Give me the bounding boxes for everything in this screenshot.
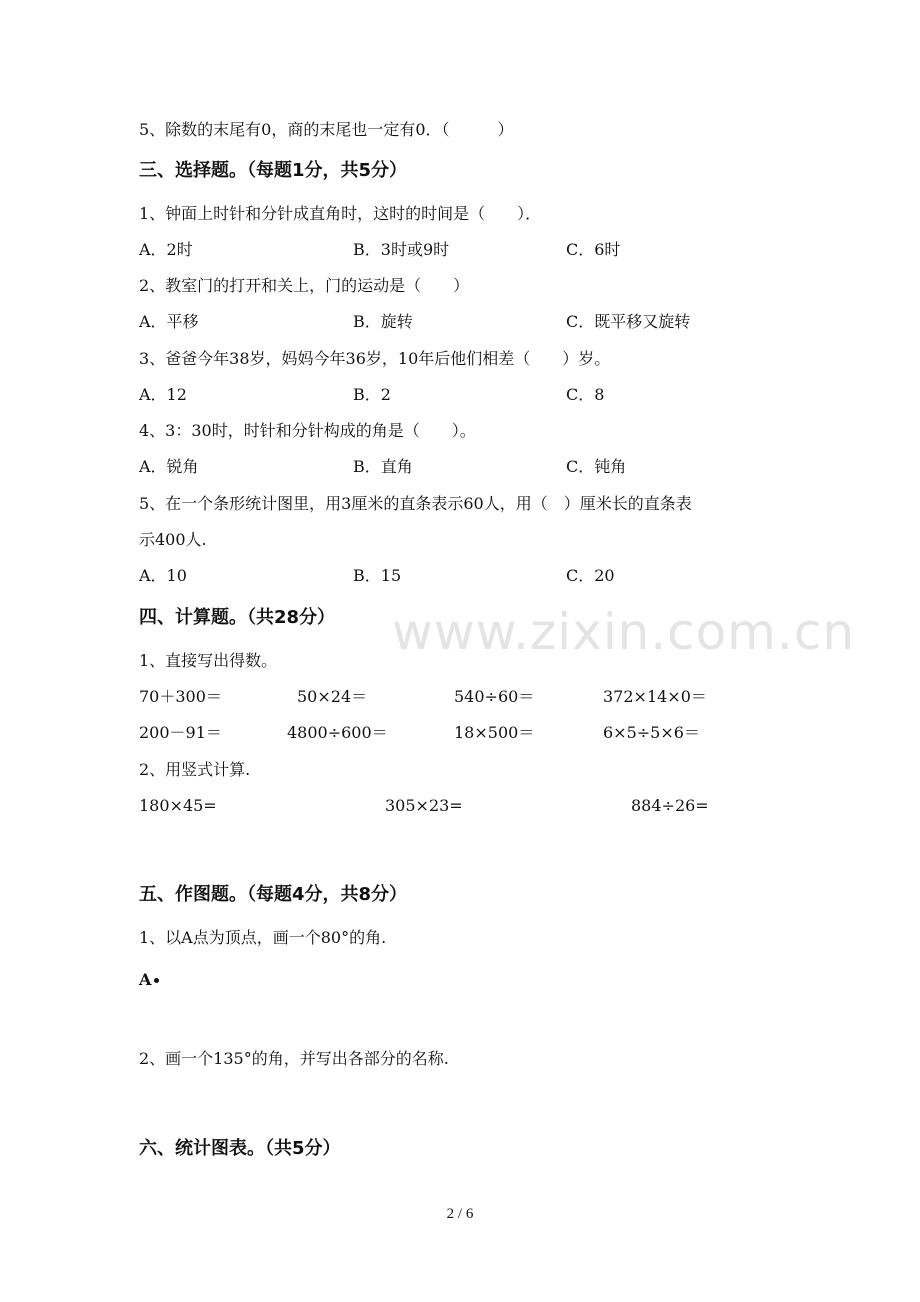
option-b: B．15 — [353, 566, 402, 585]
page-number: 2 / 6 — [446, 1206, 474, 1222]
question-text-continued: 示400人. — [139, 530, 207, 549]
question-text: 3、爸爸今年38岁，妈妈今年36岁，10年后他们相差（ ）岁。 — [139, 349, 611, 368]
option-c: C．6时 — [566, 240, 621, 259]
point-label: A — [139, 970, 152, 989]
calc-item: 200－91＝ — [139, 723, 222, 742]
question-text: 2、用竖式计算. — [139, 760, 251, 779]
question-text: 2、画一个135°的角，并写出各部分的名称. — [139, 1049, 449, 1068]
option-b: B．旋转 — [353, 312, 413, 331]
section-title: 三、选择题。（每题1分，共5分） — [139, 160, 408, 181]
calc-item: 4800÷600＝ — [287, 723, 388, 742]
option-c: C．钝角 — [566, 457, 627, 476]
option-a: A．10 — [139, 566, 187, 585]
question-text: 5、除数的末尾有0，商的末尾也一定有0．（ ） — [139, 120, 514, 139]
calc-item: 540÷60＝ — [454, 687, 535, 706]
point-a — [139, 970, 159, 990]
question-text: 1、以A点为顶点，画一个80°的角. — [139, 928, 387, 947]
calc-item: 180×45= — [139, 796, 217, 815]
option-b: B．2 — [353, 385, 391, 404]
question-text: 2、教室门的打开和关上，门的运动是（ ） — [139, 276, 470, 295]
calc-item: 18×500＝ — [454, 723, 535, 742]
calc-item: 372×14×0＝ — [603, 687, 707, 706]
question-text: 1、钟面上时针和分针成直角时，这时的时间是（ ）． — [139, 204, 542, 223]
option-a: A．锐角 — [139, 457, 199, 476]
section-title: 四、计算题。（共28分） — [139, 607, 336, 628]
option-b: B．直角 — [353, 457, 413, 476]
question-text: 5、在一个条形统计图里，用3厘米的直条表示60人，用（ ）厘米长的直条表 — [139, 494, 692, 513]
option-b: B．3时或9时 — [353, 240, 450, 259]
option-c: C．8 — [566, 385, 605, 404]
section-title: 六、统计图表。（共5分） — [139, 1138, 341, 1159]
option-c: C．既平移又旋转 — [566, 312, 691, 331]
section-title: 五、作图题。（每题4分，共8分） — [139, 884, 408, 905]
option-a: A．2时 — [139, 240, 193, 259]
calc-item: 884÷26= — [631, 796, 709, 815]
calc-item: 6×5÷5×6＝ — [603, 723, 700, 742]
option-a: A．平移 — [139, 312, 199, 331]
watermark: www.zixin.com.cn — [392, 603, 856, 661]
calc-item: 50×24＝ — [297, 687, 368, 706]
option-c: C．20 — [566, 566, 615, 585]
calc-item: 305×23= — [385, 796, 463, 815]
question-text: 4、3：30时，时针和分针构成的角是（ ）。 — [139, 421, 476, 440]
option-a: A．12 — [139, 385, 187, 404]
question-text: 1、直接写出得数。 — [139, 651, 278, 670]
point-dot — [154, 978, 159, 983]
calc-item: 70＋300＝ — [139, 687, 222, 706]
